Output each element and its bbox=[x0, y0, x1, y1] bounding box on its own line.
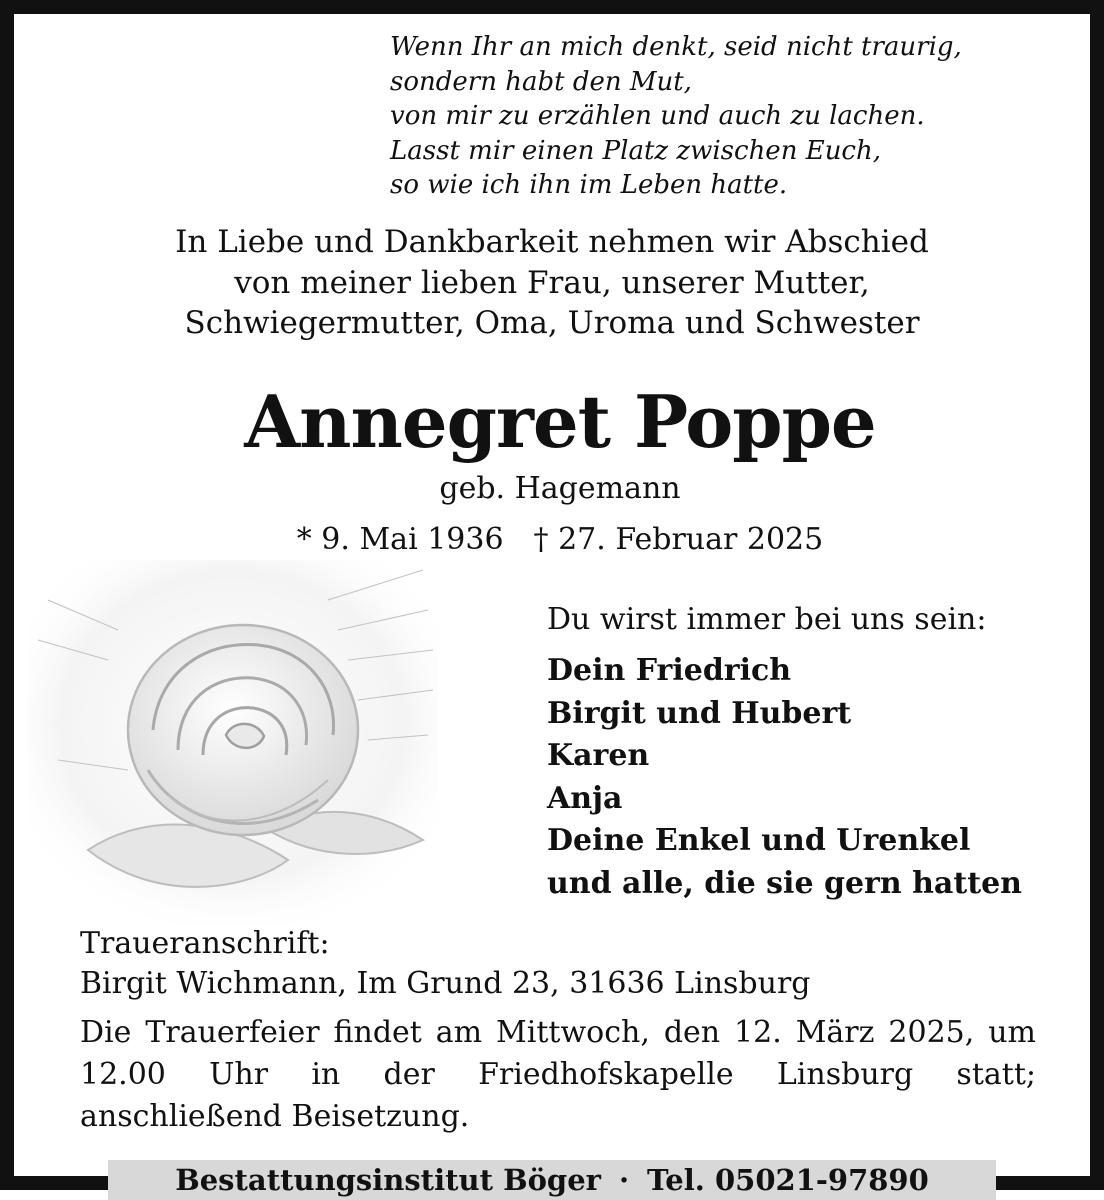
frame-top bbox=[0, 0, 1104, 14]
intro-line: In Liebe und Dankbarkeit nehmen wir Abschied bbox=[175, 224, 929, 260]
poem-line: sondern habt den Mut, bbox=[390, 66, 692, 97]
deceased-name: Annegret Poppe bbox=[244, 379, 876, 464]
mourner-name: Anja bbox=[547, 780, 623, 816]
mourning-address bbox=[80, 924, 1040, 1004]
mourner-name: Dein Friedrich bbox=[547, 653, 792, 688]
mourners-lead: Du wirst immer bei uns sein: bbox=[547, 602, 987, 637]
address-value: Birgit Wichmann, Im Grund 23, 31636 Linsburg bbox=[80, 966, 811, 1001]
birth-date: * 9. Mai 1936 bbox=[296, 522, 504, 557]
mourner-name: Karen bbox=[547, 738, 650, 773]
frame-bottom-left bbox=[0, 1176, 108, 1190]
poem bbox=[390, 30, 1070, 203]
address-label: Traueranschrift: bbox=[80, 926, 330, 961]
frame-bottom-right bbox=[996, 1176, 1104, 1190]
intro-line: Schwiegermutter, Oma, Uroma und Schwester bbox=[184, 305, 920, 341]
death-date: † 27. Februar 2025 bbox=[533, 522, 824, 557]
poem-line: Wenn Ihr an mich denkt, seid nicht traurig, bbox=[390, 32, 962, 62]
maiden-name: geb. Hagemann bbox=[439, 471, 681, 506]
mourner-name: Birgit und Hubert bbox=[547, 695, 852, 731]
funeral-home-phone: Tel. 05021-97890 bbox=[647, 1163, 929, 1197]
mourners bbox=[547, 600, 1067, 905]
funeral-home-banner bbox=[108, 1160, 996, 1200]
funeral-details: Die Trauerfeier findet am Mittwoch, den 12. März 2025, um 12.00 Uhr in der Friedhofskapelle Linsburg statt; anschließend Beisetzung. bbox=[80, 1015, 1036, 1134]
frame-right bbox=[1090, 0, 1104, 1190]
footer-separator: · bbox=[618, 1163, 630, 1197]
rose-icon bbox=[28, 560, 438, 925]
poem-line: von mir zu erzählen und auch zu lachen. bbox=[390, 101, 925, 131]
intro-line: von meiner lieben Frau, unserer Mutter, bbox=[234, 264, 870, 301]
frame-left bbox=[0, 0, 14, 1190]
farewell-intro bbox=[0, 222, 1104, 344]
funeral-home-name: Bestattungsinstitut Böger bbox=[175, 1163, 601, 1197]
life-dates bbox=[0, 520, 1104, 560]
mourner-name: Deine Enkel und Urenkel bbox=[547, 823, 971, 858]
mourner-name: und alle, die sie gern hatten bbox=[547, 865, 1022, 901]
poem-line: so wie ich ihn im Leben hatte. bbox=[390, 170, 788, 200]
poem-line: Lasst mir einen Platz zwischen Euch, bbox=[390, 135, 882, 166]
